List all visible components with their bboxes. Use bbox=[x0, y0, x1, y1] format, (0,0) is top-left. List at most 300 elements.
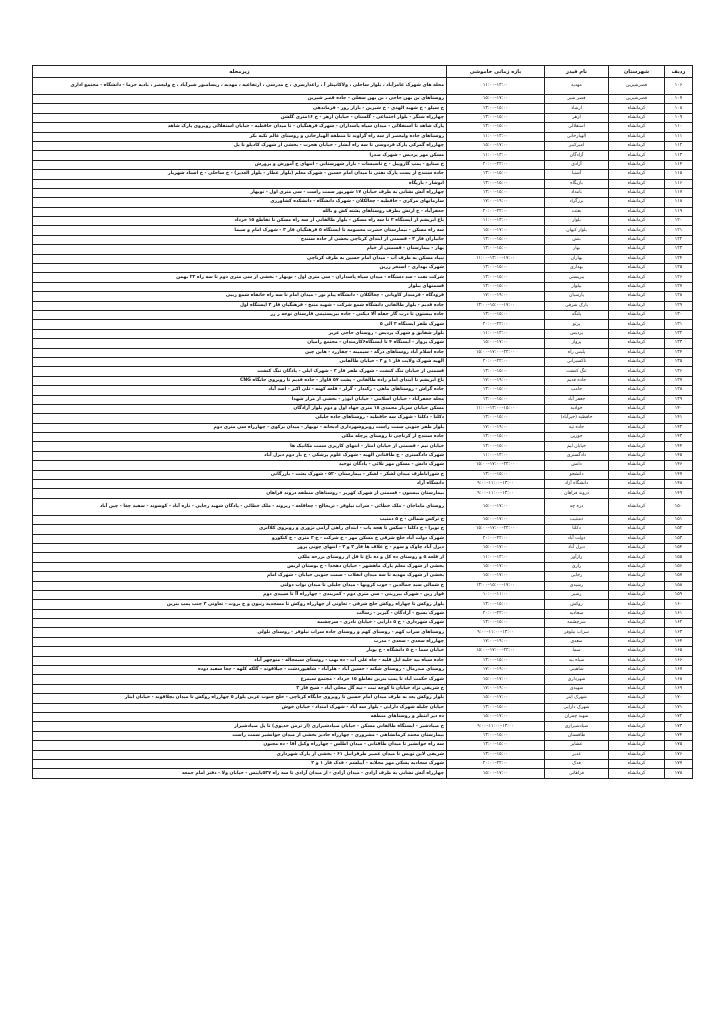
cell-time-window: ۹:۰۰–۱۱:۰۰–۱۳:۰۰ bbox=[447, 480, 545, 489]
cell-row-number: ۱۳۱ bbox=[665, 320, 693, 329]
table-row bbox=[33, 78, 693, 95]
cell-area: باغ ابریشم تا ابتدای امام زاده طالقانی - پشت ۵۷ قاوار - جاده قدیم تا روبروی جایگاه CNG bbox=[33, 376, 447, 385]
table-row bbox=[33, 713, 693, 722]
table-row bbox=[33, 113, 693, 122]
cell-row-number: ۱۵۹ bbox=[665, 590, 693, 599]
cell-area: چهارراه سنگر - بلوار اجتماعی - گلستان - خیابان ازهر - خ ۱۶متری گلشن bbox=[33, 113, 447, 122]
cell-feeder: دیزل آباد bbox=[545, 543, 609, 552]
table-row bbox=[33, 619, 693, 628]
cell-time-window: ۱۷:۰۰–۱۹:۰۰ bbox=[447, 376, 545, 385]
cell-time-window: ۱۳:۰۰–۱۵:۰۰ bbox=[447, 414, 545, 423]
table-row bbox=[33, 151, 693, 160]
cell-row-number: ۱۵۶ bbox=[665, 562, 693, 571]
cell-city: کرمانشاه bbox=[609, 104, 665, 113]
cell-area: خ ترکس شمالی - خ ۵ دمتیب bbox=[33, 515, 447, 524]
cell-area: چهارراه آتش نشانی به طرف آزادی - میدان آزادی - از میدان آزادی تا سه راه ۵۳۷باپیس - خیابان ولا - دفتر امام جمعه bbox=[33, 769, 447, 778]
cell-area: بخشی از شهرک معلم پارک ماهشهر - خیابان دهخدا - خ بوستان لربس bbox=[33, 562, 447, 571]
cell-feeder: رازآور bbox=[545, 553, 609, 562]
cell-feeder: خیابان لیم bbox=[545, 442, 609, 451]
cell-city: کرمانشاه bbox=[609, 301, 665, 310]
cell-area: مسکن مهر پردیس - شهرک صدرا bbox=[33, 151, 447, 160]
cell-area: جاده قدیم - بلوار طالقانی دانشگاه شمع شرکت - شهید متنخ - فرهنگیان فاز ۳ ایستگاه اول bbox=[33, 301, 447, 310]
cell-feeder: قصر شیر bbox=[545, 95, 609, 104]
table-row bbox=[33, 461, 693, 470]
cell-time-window: ۱۳:۰۰–۱۵:۰۰ bbox=[447, 188, 545, 197]
cell-feeder: جعفر آباد bbox=[545, 395, 609, 404]
cell-row-number: ۱۱۰ bbox=[665, 123, 693, 132]
outage-schedule-table bbox=[32, 65, 693, 779]
cell-feeder: بلوار کیهان bbox=[545, 226, 609, 235]
cell-time-window: ۲۰:۰۰–۲۲:۰۰ bbox=[447, 534, 545, 543]
cell-feeder: جاده تپه bbox=[545, 423, 609, 432]
cell-city: کرمانشاه bbox=[609, 731, 665, 740]
cell-feeder: شهرک دارایی bbox=[545, 703, 609, 712]
cell-city: کرمانشاه bbox=[609, 357, 665, 366]
cell-area: دکلتا - دکلتا - شهرک سه حافظیه - روستاهای جاده خلیلی bbox=[33, 414, 447, 423]
cell-area: بلوار روکش تا چهاراه روکش خلج شرقی - تعاونی از چهارراه روکش تا مسجدیه زنبون و خ بروت - تعاونی ۳ جنب پمپ بنزین bbox=[33, 600, 447, 609]
cell-city: کرمانشاه bbox=[609, 647, 665, 656]
cell-time-window: ۱۵:۰۰–۱۷:۰۰ bbox=[447, 543, 545, 552]
cell-row-number: ۱۴۸ bbox=[665, 480, 693, 489]
table-row bbox=[33, 553, 693, 562]
table-row bbox=[33, 329, 693, 338]
cell-time-window: ۹:۰۰–۱۱:۰۰–۱۳:۰۰ bbox=[447, 489, 545, 498]
cell-area: خ شوراباطرف میدان لشکر - لشکر - بیمارستان ۵۲۰ - شهرک بعثت - بازرگانی bbox=[33, 470, 447, 479]
cell-area: شرکت نفت - سد دستگاه - میدان سپاه پاسداران - سی متری اول - نوبهار - بخشی از سی متری دوم تا سه راه ۲۲ بهمن bbox=[33, 273, 447, 282]
cell-row-number: ۱۱۱ bbox=[665, 132, 693, 141]
cell-row-number: ۱۳۵ bbox=[665, 357, 693, 366]
cell-area: خ صیادشیر - ایستگاه طالقانی مسکن - خیابان صیادشیرازی (از ترمن حدیوی) تا پل صیادشیراز bbox=[33, 722, 447, 731]
table-row bbox=[33, 470, 693, 479]
cell-row-number: ۱۴۷ bbox=[665, 470, 693, 479]
cell-feeder: برزگراد bbox=[545, 198, 609, 207]
cell-feeder: بهاران bbox=[545, 254, 609, 263]
cell-city: کرمانشاه bbox=[609, 609, 665, 618]
cell-area: قسمتهای بیلوار bbox=[33, 282, 447, 291]
table-row bbox=[33, 235, 693, 244]
table-row bbox=[33, 292, 693, 301]
header-time-window: بازه زمانی خاموشی bbox=[447, 66, 545, 78]
cell-area: روستاهای بن بهن حاجی ، بن بهن سفلی - جاده قصر شیرین bbox=[33, 95, 447, 104]
cell-feeder: آزادگان bbox=[545, 151, 609, 160]
cell-feeder: حافظیه (خیرآباد) bbox=[545, 414, 609, 423]
cell-time-window: ۱۵:۰۰–۱۷:۰۰ bbox=[447, 769, 545, 778]
table-row bbox=[33, 226, 693, 235]
cell-area: نبیاد مسکن به طرف آب - میدان امام حسین به طرف کرناچی bbox=[33, 254, 447, 263]
table-row bbox=[33, 104, 693, 113]
cell-time-window: ۱۱:۰۰–۱۳:۰۰–۱۵:۰۰ bbox=[447, 404, 545, 413]
cell-city: کرمانشاه bbox=[609, 339, 665, 348]
cell-row-number: ۱۵۸ bbox=[665, 581, 693, 590]
cell-time-window: ۱۷:۰۰–۱۹:۰۰ bbox=[447, 684, 545, 693]
table-row bbox=[33, 769, 693, 778]
cell-city: کرمانشاه bbox=[609, 562, 665, 571]
cell-row-number: ۱۶۲ bbox=[665, 619, 693, 628]
table-row bbox=[33, 423, 693, 432]
cell-time-window: ۱۳:۰۰–۱۵:۰۰ bbox=[447, 731, 545, 740]
cell-city: کرمانشاه bbox=[609, 666, 665, 675]
cell-time-window: ۱۷:۰۰–۱۹:۰۰ bbox=[447, 637, 545, 646]
cell-city: کرمانشاه bbox=[609, 543, 665, 552]
cell-area: خ شمالی سید جمالدین - جوب کرونها - میدان جلیلی تا میدان نواب دولتی bbox=[33, 581, 447, 590]
cell-time-window: ۲۰:۰۰–۲۲:۰۰ bbox=[447, 160, 545, 169]
cell-row-number: ۱۳۴ bbox=[665, 348, 693, 357]
cell-area: قسمتی از خیابان تنگ کنشت - شهرک ظفر فاز ۳ - شهرک ایلی - پادگان تنگ کنشت bbox=[33, 367, 447, 376]
cell-feeder: امیرکبیر bbox=[545, 141, 609, 150]
cell-time-window: ۱۱:۰۰–۱۳:۰۰ bbox=[447, 151, 545, 160]
cell-feeder: طاقستان bbox=[545, 731, 609, 740]
table-row bbox=[33, 348, 693, 357]
cell-time-window: ۱۷:۰۰–۱۹:۰۰ bbox=[447, 423, 545, 432]
table-row bbox=[33, 722, 693, 731]
cell-feeder: پلیس راه bbox=[545, 348, 609, 357]
cell-city: کرمانشاه bbox=[609, 590, 665, 599]
table-row bbox=[33, 301, 693, 310]
cell-feeder: سما bbox=[545, 647, 609, 656]
table-row bbox=[33, 95, 693, 104]
cell-row-number: ۱۳۳ bbox=[665, 339, 693, 348]
cell-area: محله جعفرآباد - خیابان اسلامی - خیابان ابوذر - بخشی از مزار شهدا bbox=[33, 395, 447, 404]
cell-area: روستای صدرمال - روستای شکنه - حسین آباد - هلرآباد - شاهپوردشت - چپلاقوند - گلکه کلهه - چغا سفید دوده bbox=[33, 666, 447, 675]
cell-area: سه راه جوانشیر تا میدان طاقتانی - میدان اطلس - چهارراه وکیل آقا - ده مجنون bbox=[33, 741, 447, 750]
cell-area: ده دیر انتظر و روستاهای منطقه bbox=[33, 713, 447, 722]
cell-area: شهرک بسیج - آزادگان - گیریز - رسالت bbox=[33, 609, 447, 618]
cell-city: کرمانشاه bbox=[609, 553, 665, 562]
cell-row-number: ۱۴۴ bbox=[665, 442, 693, 451]
cell-feeder: مهدیه bbox=[545, 78, 609, 95]
cell-feeder: شاهینی bbox=[545, 666, 609, 675]
table-row bbox=[33, 656, 693, 665]
cell-city: کرمانشاه bbox=[609, 188, 665, 197]
cell-time-window: ۱۱:۰۰–۱۳:۰۰ bbox=[447, 451, 545, 460]
cell-time-window: ۱۳:۰۰–۱۵:۰۰–۱۷:۰۰ bbox=[447, 301, 545, 310]
cell-time-window: ۱۱:۰۰–۱۳:۰۰ bbox=[447, 329, 545, 338]
cell-feeder: دانشجو bbox=[545, 470, 609, 479]
cell-row-number: ۱۱۷ bbox=[665, 188, 693, 197]
table-row bbox=[33, 498, 693, 515]
cell-time-window: ۱۵:۰۰–۱۷:۰۰ bbox=[447, 95, 545, 104]
table-row bbox=[33, 489, 693, 498]
cell-city: کرمانشاه bbox=[609, 525, 665, 534]
cell-area: شهرک بهداری - استخر زرین bbox=[33, 264, 447, 273]
cell-feeder: فدک bbox=[545, 759, 609, 768]
cell-time-window: ۱۵:۰۰–۱۷:۰۰ bbox=[447, 675, 545, 684]
cell-area: شهرک پرواز - ایستگاه ۴ تا ایستگاه۶کارمندان - مجتمع رامیان bbox=[33, 339, 447, 348]
cell-feeder: دکلتا bbox=[545, 525, 609, 534]
cell-time-window: ۱۱:۰۰–۱۳:۰۰ bbox=[447, 217, 545, 226]
cell-city: کرمانشاه bbox=[609, 534, 665, 543]
cell-row-number: ۱۷۲ bbox=[665, 713, 693, 722]
cell-feeder: دانش bbox=[545, 461, 609, 470]
cell-row-number: ۱۱۶ bbox=[665, 179, 693, 188]
cell-city: کرمانشاه bbox=[609, 713, 665, 722]
cell-area: چهارراه سعدی - سعدی - مدرب bbox=[33, 637, 447, 646]
cell-row-number: ۱۲۵ bbox=[665, 264, 693, 273]
cell-time-window: ۱۳:۰۰–۱۵:۰۰ bbox=[447, 104, 545, 113]
table-row bbox=[33, 132, 693, 141]
table-row bbox=[33, 628, 693, 637]
cell-feeder: پرواز bbox=[545, 339, 609, 348]
cell-row-number: ۱۴۱ bbox=[665, 414, 693, 423]
cell-area: روستاهای جاده ولیعصر از سه راه گراوند تا منطقه الهیارخانی و روستای عالم تکیه بکر bbox=[33, 132, 447, 141]
cell-row-number: ۱۳۹ bbox=[665, 395, 693, 404]
cell-area: سازمانهای مرکزی - حافظیه - چغالکلان - شهرک دانشگاه - دانشکده کشاورزی bbox=[33, 198, 447, 207]
table-row bbox=[33, 647, 693, 656]
cell-row-number: ۱۶۸ bbox=[665, 675, 693, 684]
cell-area: بهار - بیمارستان - قسمتی از خیام bbox=[33, 245, 447, 254]
table-row bbox=[33, 534, 693, 543]
cell-feeder: رازی bbox=[545, 562, 609, 571]
cell-area: خ سیلو - خ شهید الهدی - خ شیرین - بازار روز - فرماندهی bbox=[33, 104, 447, 113]
cell-row-number: ۱۵۴ bbox=[665, 543, 693, 552]
cell-row-number: ۱۶۹ bbox=[665, 684, 693, 693]
cell-city: کرمانشاه bbox=[609, 245, 665, 254]
cell-time-window: ۱۳:۰۰–۱۵:۰۰ bbox=[447, 264, 545, 273]
cell-city: کرمانشاه bbox=[609, 254, 665, 263]
cell-feeder: غدیر bbox=[545, 750, 609, 759]
cell-city: کرمانشاه bbox=[609, 675, 665, 684]
cell-area: بلوار شقایق و شهرک پردیس - روستای حاجی عزیز bbox=[33, 329, 447, 338]
table-row bbox=[33, 170, 693, 179]
cell-city: کرمانشاه bbox=[609, 656, 665, 665]
table-row bbox=[33, 609, 693, 618]
cell-time-window: ۱۵:۰۰–۱۷:۰۰ bbox=[447, 694, 545, 703]
cell-row-number: ۱۲۲ bbox=[665, 235, 693, 244]
cell-row-number: ۱۷۶ bbox=[665, 750, 693, 759]
table-row bbox=[33, 572, 693, 581]
table-row bbox=[33, 442, 693, 451]
table-row bbox=[33, 684, 693, 693]
cell-feeder: تنگ کنشت bbox=[545, 367, 609, 376]
cell-city: کرمانشاه bbox=[609, 759, 665, 768]
cell-city: کرمانشاه bbox=[609, 273, 665, 282]
cell-row-number: ۱۲۷ bbox=[665, 282, 693, 291]
cell-city: کرمانشاه bbox=[609, 132, 665, 141]
cell-time-window: ۱۳:۰۰–۱۵:۰۰ bbox=[447, 656, 545, 665]
cell-time-window: ۱۵:۰۰–۱۷:۰۰ bbox=[447, 562, 545, 571]
cell-row-number: ۱۳۸ bbox=[665, 386, 693, 395]
cell-city: کرمانشاه bbox=[609, 722, 665, 731]
cell-feeder: بیلوار bbox=[545, 282, 609, 291]
cell-row-number: ۱۲۶ bbox=[665, 273, 693, 282]
cell-area: خیابان نیم - قسمتی از خیابان امثار - انتهای کاربری سمت مکانیک ها bbox=[33, 442, 447, 451]
cell-city: کرمانشاه bbox=[609, 637, 665, 646]
cell-time-window: ۱۵:۰۰–۱۷:۰۰ bbox=[447, 713, 545, 722]
cell-area: سه راه مسکن - بیمارستان حضرت معصومه تا ایستگاه ۵ فرهنگیان فاز ۳ - شهرک امام و سیما bbox=[33, 226, 447, 235]
cell-city: کرمانشاه bbox=[609, 694, 665, 703]
cell-feeder: سراب نیلوفر bbox=[545, 628, 609, 637]
cell-feeder: جاده قدیم bbox=[545, 376, 609, 385]
cell-row-number: ۱۵۷ bbox=[665, 572, 693, 581]
cell-area: جاده گراش - روستاهای ماهی - زکنداز - گرلر - قلعه کهنه - تلی اکبر - اسد آباد bbox=[33, 386, 447, 395]
cell-feeder: جوادیه bbox=[545, 404, 609, 413]
cell-city: کرمانشاه bbox=[609, 451, 665, 460]
cell-feeder: شهرک ایتر bbox=[545, 694, 609, 703]
cell-city: کرمانشاه bbox=[609, 480, 665, 489]
cell-row-number: ۱۵۲ bbox=[665, 525, 693, 534]
cell-row-number: ۱۴۰ bbox=[665, 404, 693, 413]
cell-feeder: شهید چمران bbox=[545, 713, 609, 722]
cell-feeder: دادگستری bbox=[545, 451, 609, 460]
cell-area: روستای ماماجان - ملک خطائی - سراب نیلوفر - تریحالج - چغاقلعه - ریزوند - ملک خطائی - پادگان شهید رجایی - نازه آباد - کوسوند - سفید چغا - چین آباد bbox=[33, 498, 447, 515]
table-header-row bbox=[33, 66, 693, 78]
cell-feeder: شهیدی bbox=[545, 684, 609, 693]
cell-time-window: ۱۳:۰۰–۱۵:۰۰ bbox=[447, 433, 545, 442]
cell-row-number: ۱۱۵ bbox=[665, 170, 693, 179]
table-row bbox=[33, 562, 693, 571]
cell-time-window: ۹:۰۰–۱۱:۰۰–۱۳:۰۰ bbox=[447, 628, 545, 637]
cell-feeder: پارسیان bbox=[545, 292, 609, 301]
cell-time-window: ۱۳:۰۰–۱۵:۰۰ bbox=[447, 282, 545, 291]
cell-area: فواز زین - شهرک پیرزیتی - سی متری دوم - کمربندی - چهارراه آآ تا سپیدی دوم bbox=[33, 590, 447, 599]
cell-city: کرمانشاه bbox=[609, 264, 665, 273]
cell-row-number: ۱۷۷ bbox=[665, 759, 693, 768]
cell-row-number: ۱۷۳ bbox=[665, 722, 693, 731]
table-row bbox=[33, 320, 693, 329]
cell-time-window: ۱۰:۰۰–۱۱:۰۰ bbox=[447, 590, 545, 599]
cell-time-window: ۱۳:۰۰–۱۵:۰۰ bbox=[447, 273, 545, 282]
cell-city: کرمانشاه bbox=[609, 619, 665, 628]
cell-row-number: ۱۷۴ bbox=[665, 731, 693, 740]
cell-area: دانشگاه آزاد bbox=[33, 480, 447, 489]
cell-row-number: ۱۱۳ bbox=[665, 151, 693, 160]
cell-area: بیمارستان بیستون - قسمتی از شهرک کهریز - روستاهای منطقه دروند فراهان bbox=[33, 489, 447, 498]
cell-feeder: ارشاد bbox=[545, 104, 609, 113]
cell-area: جعفرآباد - خ ارتش بطرف روستاهای پشته کش و بالله bbox=[33, 207, 447, 216]
cell-feeder: استقلالی bbox=[545, 123, 609, 132]
cell-feeder: الهیارخانی bbox=[545, 132, 609, 141]
cell-city: کرمانشاه bbox=[609, 442, 665, 451]
cell-area: چهارراه گمرکی پارک فردوسی تا سه راه آبشار - خیابان هجرت - بخشی از شهرک کادیلو تا پل bbox=[33, 141, 447, 150]
cell-area: بلوار روکش بعد به طرف میدان امام حسین تا روبروی جایگاه کرناچی - خلج جنوب غربی بلوار ۵ چهارراه روکش تا میدان بچلاقوند - خیابان ایتار bbox=[33, 694, 447, 703]
cell-time-window: ۱۳:۰۰–۱۵:۰۰ bbox=[447, 470, 545, 479]
cell-row-number: ۱۱۸ bbox=[665, 198, 693, 207]
cell-feeder: بعثت bbox=[545, 207, 609, 216]
table-row bbox=[33, 339, 693, 348]
cell-time-window: ۱۳:۰۰–۱۵:۰۰ bbox=[447, 235, 545, 244]
cell-feeder: دمنتیب bbox=[545, 515, 609, 524]
cell-time-window: ۱۳:۰۰–۱۵:۰۰–۱۷:۰۰ bbox=[447, 581, 545, 590]
cell-row-number: ۱۱۲ bbox=[665, 141, 693, 150]
cell-feeder: دره چه bbox=[545, 498, 609, 515]
table-row bbox=[33, 310, 693, 319]
table-row bbox=[33, 245, 693, 254]
table-row bbox=[33, 376, 693, 385]
cell-city: کرمانشاه bbox=[609, 113, 665, 122]
cell-time-window: ۱۱:۰۰–۱۳:۰۰ bbox=[447, 78, 545, 95]
table-row bbox=[33, 750, 693, 759]
cell-row-number: ۱۷۵ bbox=[665, 741, 693, 750]
cell-city: کرمانشاه bbox=[609, 151, 665, 160]
cell-row-number: ۱۲۴ bbox=[665, 254, 693, 263]
cell-city: کرمانشاه bbox=[609, 581, 665, 590]
table-row bbox=[33, 525, 693, 534]
cell-city: کرمانشاه bbox=[609, 207, 665, 216]
cell-area: چهارراه آتش نشانی به طرف خیابان ۱۷ شهریور سمت راست - سی متری اول - نوبهار bbox=[33, 188, 447, 197]
table-row bbox=[33, 451, 693, 460]
table-row bbox=[33, 581, 693, 590]
table-row bbox=[33, 703, 693, 712]
cell-row-number: ۱۵۰ bbox=[665, 498, 693, 515]
cell-city: کرمانشاه bbox=[609, 320, 665, 329]
cell-row-number: ۱۷۸ bbox=[665, 769, 693, 778]
table-row bbox=[33, 414, 693, 423]
cell-time-window: ۱۳:۰۰–۱۵:۰۰ bbox=[447, 386, 545, 395]
cell-city: کرمانشاه bbox=[609, 461, 665, 470]
cell-city: کرمانشاه bbox=[609, 310, 665, 319]
cell-city: کرمانشاه bbox=[609, 386, 665, 395]
cell-row-number: ۱۳۰ bbox=[665, 310, 693, 319]
cell-city: کرمانشاه bbox=[609, 170, 665, 179]
cell-row-number: ۱۲۹ bbox=[665, 301, 693, 310]
cell-feeder: تاکسیرانی bbox=[545, 357, 609, 366]
cell-city: کرمانشاه bbox=[609, 769, 665, 778]
cell-area: الهیه شهرک ولایت فاز ۱ و ۲ - خیابان طالقانی bbox=[33, 357, 447, 366]
cell-feeder: رشیدی bbox=[545, 581, 609, 590]
cell-row-number: ۱۴۹ bbox=[665, 489, 693, 498]
cell-city: کرمانشاه bbox=[609, 348, 665, 357]
cell-city: کرمانشاه bbox=[609, 282, 665, 291]
cell-feeder: بهداری bbox=[545, 264, 609, 273]
cell-area: شهرک شهرداری - خ ۵ دارایی - خیابان نادری - سرچشمه bbox=[33, 619, 447, 628]
cell-city: کرمانشاه bbox=[609, 423, 665, 432]
cell-time-window: ۲۰:۰۰–۲۲:۰۰ bbox=[447, 320, 545, 329]
cell-city: کرمانشاه bbox=[609, 741, 665, 750]
cell-time-window: ۱۷:۰۰–۱۹:۰۰ bbox=[447, 198, 545, 207]
cell-time-window: ۱۳:۰۰–۱۵:۰۰ bbox=[447, 367, 545, 376]
cell-time-window: ۱۵:۰۰–۱۷:۰۰ bbox=[447, 498, 545, 515]
cell-city: کرمانشاه bbox=[609, 684, 665, 693]
cell-city: کرمانشاه bbox=[609, 703, 665, 712]
cell-time-window: ۱۳:۰۰–۱۵:۰۰ bbox=[447, 113, 545, 122]
cell-row-number: ۱۵۱ bbox=[665, 515, 693, 524]
cell-city: کرمانشاه bbox=[609, 414, 665, 423]
cell-feeder: جامپ bbox=[545, 386, 609, 395]
cell-time-window: ۱۳:۰۰–۱۵:۰۰ bbox=[447, 395, 545, 404]
cell-area: باغ ابریشم از ایستگاه ۲ تا سه راه مسکن - بلوار طالقانی از سه راه مسکن تا تقاطع ۱۵ خرداد bbox=[33, 217, 447, 226]
table-row bbox=[33, 731, 693, 740]
cell-city: کرمانشاه bbox=[609, 628, 665, 637]
cell-time-window: ۱۱:۰۰–۱۳:۰۰ bbox=[447, 132, 545, 141]
cell-row-number: ۱۶۶ bbox=[665, 656, 693, 665]
cell-city: کرمانشاه bbox=[609, 750, 665, 759]
cell-row-number: ۱۶۰ bbox=[665, 600, 693, 609]
cell-feeder: پارک شرقی bbox=[545, 301, 609, 310]
table-row bbox=[33, 198, 693, 207]
cell-city: کرمانشاه bbox=[609, 376, 665, 385]
cell-city: کرمانشاه bbox=[609, 515, 665, 524]
table-row bbox=[33, 480, 693, 489]
cell-feeder: رجایی bbox=[545, 572, 609, 581]
cell-feeder: بیزیستی bbox=[545, 273, 609, 282]
cell-feeder: خورین bbox=[545, 433, 609, 442]
cell-time-window: ۱۷:۰۰–۱۹:۰۰ bbox=[447, 292, 545, 301]
cell-row-number: ۱۳۶ bbox=[665, 367, 693, 376]
cell-feeder: دانشگاه آزاد bbox=[545, 480, 609, 489]
cell-area: فرودگاه - فرمندار کاویانی - چغالکلان - دانشگاه پیام نور - میدان امام تا سه راه خانقاه شمع زبیی bbox=[33, 292, 447, 301]
cell-row-number: ۱۶۴ bbox=[665, 637, 693, 646]
table-row bbox=[33, 543, 693, 552]
table-row bbox=[33, 217, 693, 226]
table-row bbox=[33, 404, 693, 413]
cell-row-number: ۱۳۲ bbox=[665, 329, 693, 338]
cell-feeder: آزادی bbox=[545, 160, 609, 169]
table-row bbox=[33, 515, 693, 524]
table-row bbox=[33, 395, 693, 404]
cell-feeder: بهار bbox=[545, 245, 609, 254]
cell-time-window: ۱۳:۰۰–۱۵:۰۰ bbox=[447, 600, 545, 609]
cell-city: کرمانشاه bbox=[609, 600, 665, 609]
